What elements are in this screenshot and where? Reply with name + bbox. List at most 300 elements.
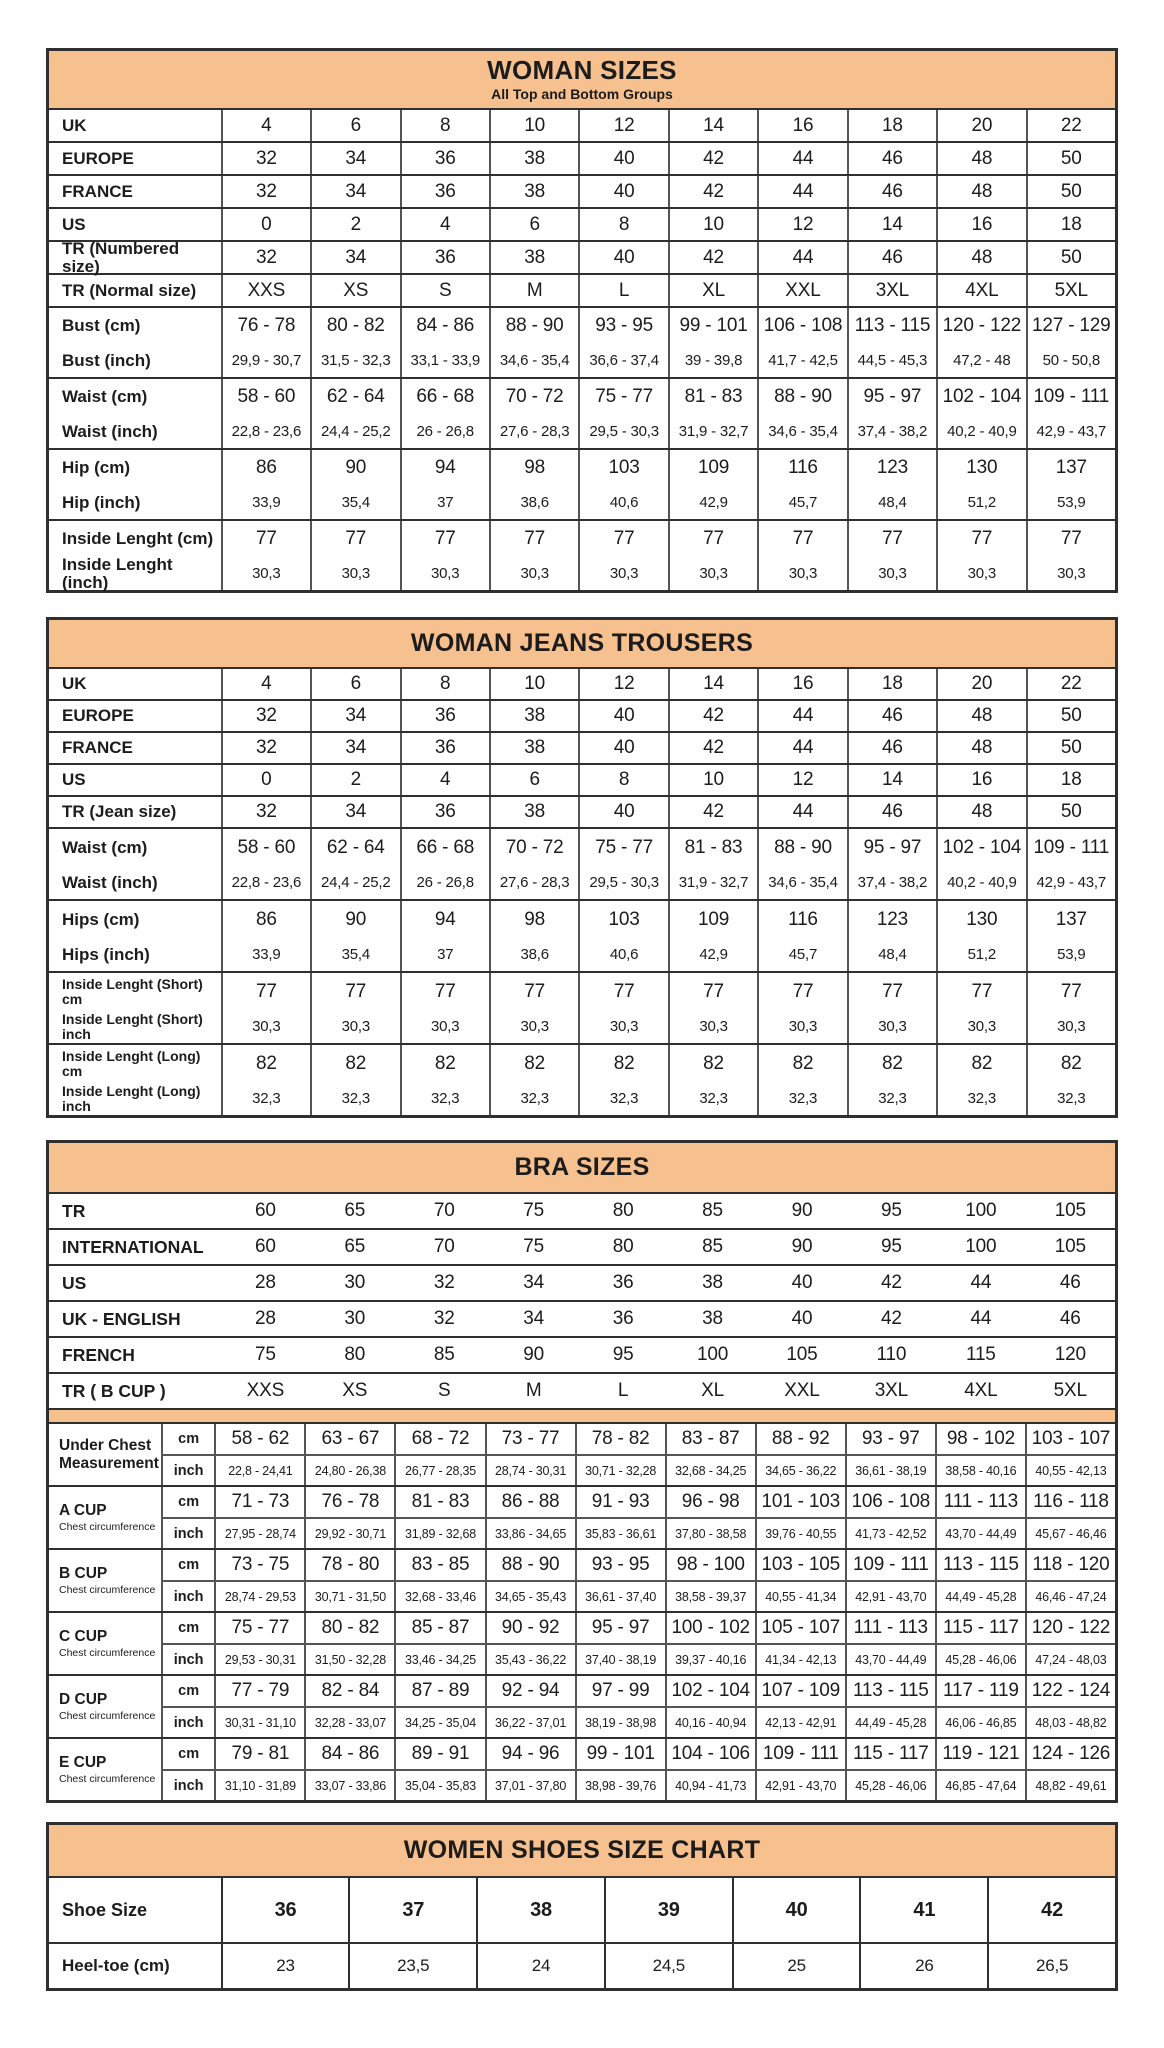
row-label: Waist (cm) — [62, 837, 148, 857]
value-cell: 4 — [221, 110, 310, 141]
value-cell: 115 - 117 — [935, 1613, 1025, 1643]
measure-rows — [161, 1676, 1115, 1737]
value-cell: 36 — [400, 701, 489, 731]
value-cell: 12 — [757, 209, 846, 240]
value-cell: 88 - 90 — [757, 379, 846, 415]
value-cell: 34,65 - 35,43 — [485, 1582, 575, 1611]
unit-label: inch — [161, 1771, 214, 1800]
value-cell: 106 - 108 — [757, 308, 846, 344]
value-cell: 37 — [400, 938, 489, 971]
value-cell: 14 — [668, 669, 757, 699]
size-row — [49, 973, 1115, 1010]
value-cell: 20 — [936, 110, 1025, 141]
value-cell: 86 - 88 — [485, 1487, 575, 1517]
value-cell: 123 — [847, 901, 936, 938]
size-row — [49, 901, 1115, 938]
value-cell: 88 - 90 — [485, 1550, 575, 1580]
value-cell: 94 - 96 — [485, 1739, 575, 1769]
value-cell: 75 - 77 — [578, 829, 667, 866]
value-cell: 103 — [578, 901, 667, 938]
value-cell: 100 — [965, 1200, 997, 1221]
value-cell: 53,9 — [1026, 938, 1115, 971]
value-cell: 46 — [847, 143, 936, 174]
value-cell: 46 — [847, 176, 936, 207]
unit-label: cm — [161, 1739, 214, 1769]
value-cell: 77 — [400, 973, 489, 1010]
size-row — [49, 344, 1115, 377]
row-label: UK — [62, 674, 87, 694]
value-cell: 102 - 104 — [936, 829, 1025, 866]
unit-label: inch — [161, 1645, 214, 1674]
value-cell: 14 — [847, 765, 936, 795]
value-cell: 31,9 - 32,7 — [668, 415, 757, 448]
measure-label — [49, 1739, 161, 1800]
size-row — [49, 450, 1115, 486]
value-cell: 96 - 98 — [665, 1487, 755, 1517]
row-group — [49, 377, 1115, 448]
woman-sizes-title: WOMAN SIZES — [487, 54, 677, 85]
value-cell: 32,68 - 33,46 — [394, 1582, 484, 1611]
value-cell: 36 — [612, 1308, 634, 1329]
unit-label: cm — [161, 1487, 214, 1517]
value-cell: 65 — [344, 1236, 366, 1257]
size-row — [49, 1374, 1115, 1408]
value-cell: 5XL — [1026, 275, 1115, 306]
value-cell: 73 - 77 — [485, 1424, 575, 1454]
value-cell: 77 — [578, 973, 667, 1010]
value-cell: 39 - 39,8 — [668, 344, 757, 377]
value-cell: 130 — [936, 450, 1025, 486]
value-cell: 26 - 26,8 — [400, 866, 489, 899]
row-label: US — [62, 770, 86, 790]
measure-row — [161, 1739, 1115, 1769]
value-cell: 113 - 115 — [935, 1550, 1025, 1580]
value-cell: 2 — [310, 765, 399, 795]
size-row — [49, 938, 1115, 971]
value-cell: 85 — [702, 1200, 723, 1221]
value-cell: 85 — [433, 1344, 455, 1365]
value-cell: 44 — [970, 1272, 992, 1293]
size-row — [49, 1878, 1115, 1942]
value-cell: 82 — [757, 1045, 846, 1082]
value-cell: 88 - 90 — [489, 308, 578, 344]
value-cell: 34 — [310, 797, 399, 827]
value-cell: 77 — [221, 521, 310, 557]
row-group — [49, 1264, 1115, 1300]
value-cell: 109 - 111 — [1026, 829, 1115, 866]
value-cell: 77 — [578, 521, 667, 557]
measure-label-subtitle: Chest circumference — [59, 1646, 156, 1659]
value-cell: 38 — [476, 1878, 604, 1942]
value-cell: 40,16 - 40,94 — [665, 1708, 755, 1737]
value-cell: 40 — [732, 1878, 860, 1942]
value-cell: 41,73 - 42,52 — [845, 1519, 935, 1548]
value-cell: 35,83 - 36,61 — [575, 1519, 665, 1548]
value-cell: 32,68 - 34,25 — [665, 1456, 755, 1485]
value-cell: 100 — [696, 1344, 729, 1365]
value-cell: 77 - 79 — [214, 1676, 304, 1706]
value-cell: 38 — [489, 176, 578, 207]
value-cell: 95 - 97 — [575, 1613, 665, 1643]
value-cell: 44 — [757, 143, 846, 174]
value-cell: 75 — [523, 1236, 545, 1257]
bra-band-sizes-rows — [49, 1194, 1115, 1408]
value-cell: 80 - 82 — [310, 308, 399, 344]
value-cell: 46,06 - 46,85 — [935, 1708, 1025, 1737]
value-cell: 32 — [221, 176, 310, 207]
value-cell: 79 - 81 — [214, 1739, 304, 1769]
value-cell: 36,6 - 37,4 — [578, 344, 667, 377]
woman-sizes-table — [46, 48, 1118, 593]
row-label: FRANCE — [62, 738, 133, 758]
value-cell: 42 — [668, 143, 757, 174]
value-cell: 36 — [400, 143, 489, 174]
value-cell: 28 — [254, 1272, 276, 1293]
value-cell: 42 — [987, 1878, 1115, 1942]
value-cell: 22 — [1026, 110, 1115, 141]
bra-cup-measurements — [49, 1424, 1115, 1800]
value-cell: 48,03 - 48,82 — [1025, 1708, 1115, 1737]
row-label: Bust (cm) — [62, 316, 141, 336]
value-cell: 50 — [1026, 176, 1115, 207]
value-cell: 38 — [702, 1272, 723, 1293]
value-cell: 40,94 - 41,73 — [665, 1771, 755, 1800]
value-cell: 32 — [221, 733, 310, 763]
row-label: Inside Lenght (Long) inch — [62, 1082, 201, 1114]
measure-group — [49, 1611, 1115, 1674]
row-group — [49, 141, 1115, 174]
value-cell: 30,3 — [489, 1010, 578, 1043]
value-cell: 130 — [936, 901, 1025, 938]
value-cell: 120 — [1054, 1344, 1086, 1365]
value-cell: 82 — [936, 1045, 1025, 1082]
value-cell: 18 — [847, 110, 936, 141]
value-cell: 51,2 — [936, 486, 1025, 519]
value-cell: 32,3 — [936, 1082, 1025, 1115]
value-cell: XS — [310, 275, 399, 306]
value-cell: 98 — [489, 901, 578, 938]
value-cell: 46 — [1059, 1308, 1081, 1329]
value-cell: XXS — [221, 275, 310, 306]
measure-row — [161, 1643, 1115, 1674]
value-cell: 26 — [859, 1944, 987, 1988]
value-cell: 38 — [702, 1308, 723, 1329]
value-cell: 38 — [489, 143, 578, 174]
value-cell: 101 - 103 — [755, 1487, 845, 1517]
value-cell: 77 — [936, 521, 1025, 557]
value-cell: 42 — [668, 733, 757, 763]
value-cell: 42 — [881, 1272, 902, 1293]
row-group — [49, 795, 1115, 827]
value-cell: 42,9 — [668, 938, 757, 971]
measure-row — [161, 1550, 1115, 1580]
value-cell: 44 — [757, 733, 846, 763]
value-cell: 137 — [1026, 450, 1115, 486]
value-cell: 22 — [1026, 669, 1115, 699]
value-cell: 30,3 — [936, 1010, 1025, 1043]
value-cell: 82 — [221, 1045, 310, 1082]
value-cell: 4 — [221, 669, 310, 699]
value-cell: 24 — [476, 1944, 604, 1988]
measure-label-title: Under Chest Measurement — [59, 1436, 159, 1472]
value-cell: 38,58 - 40,16 — [935, 1456, 1025, 1485]
value-cell: 94 — [400, 901, 489, 938]
woman-sizes-header — [49, 51, 1115, 110]
value-cell: 20 — [936, 669, 1025, 699]
row-label: UK — [62, 115, 87, 135]
value-cell: 81 - 83 — [668, 829, 757, 866]
value-cell: 4XL — [936, 275, 1025, 306]
value-cell: 40 — [791, 1308, 813, 1329]
value-cell: 16 — [936, 765, 1025, 795]
measure-label-title: D CUP — [59, 1691, 108, 1709]
value-cell: 77 — [1026, 521, 1115, 557]
value-cell: 34 — [310, 242, 399, 273]
value-cell: 75 — [523, 1200, 545, 1221]
value-cell: 78 - 80 — [304, 1550, 394, 1580]
value-cell: 40,2 - 40,9 — [936, 866, 1025, 899]
value-cell: 18 — [847, 669, 936, 699]
value-cell: 50 — [1026, 242, 1115, 273]
value-cell: 48 — [936, 143, 1025, 174]
value-cell: 62 - 64 — [310, 829, 399, 866]
measure-row — [161, 1424, 1115, 1454]
value-cell: 77 — [668, 521, 757, 557]
value-cell: L — [578, 275, 667, 306]
value-cell: 85 — [702, 1236, 723, 1257]
value-cell: 41 — [859, 1878, 987, 1942]
size-row — [49, 1230, 1115, 1264]
measure-group — [49, 1485, 1115, 1548]
value-cell: 48 — [936, 733, 1025, 763]
row-label: Heel-toe (cm) — [62, 1956, 170, 1976]
measure-rows — [161, 1550, 1115, 1611]
size-row — [49, 669, 1115, 699]
measure-label-title: A CUP — [59, 1502, 107, 1520]
measure-rows — [161, 1424, 1115, 1485]
value-cell: 81 - 83 — [394, 1487, 484, 1517]
size-row — [49, 866, 1115, 899]
value-cell: 50 — [1026, 701, 1115, 731]
measure-rows — [161, 1613, 1115, 1674]
value-cell: 30,3 — [936, 557, 1025, 590]
value-cell: 86 — [221, 450, 310, 486]
value-cell: 105 — [1054, 1200, 1086, 1221]
value-cell: 28,74 - 30,31 — [485, 1456, 575, 1485]
value-cell: 12 — [578, 669, 667, 699]
value-cell: 35,04 - 35,83 — [394, 1771, 484, 1800]
measure-row — [161, 1706, 1115, 1737]
value-cell: 29,5 - 30,3 — [578, 866, 667, 899]
value-cell: 10 — [489, 669, 578, 699]
value-cell: 48 — [936, 176, 1025, 207]
value-cell: 82 — [1026, 1045, 1115, 1082]
value-cell: 40,2 - 40,9 — [936, 415, 1025, 448]
value-cell: 4 — [400, 765, 489, 795]
value-cell: 78 - 82 — [575, 1424, 665, 1454]
value-cell: 46,46 - 47,24 — [1025, 1582, 1115, 1611]
value-cell: 22,8 - 23,6 — [221, 866, 310, 899]
measure-row — [161, 1580, 1115, 1611]
value-cell: 32,3 — [668, 1082, 757, 1115]
value-cell: 29,9 - 30,7 — [221, 344, 310, 377]
value-cell: L — [617, 1380, 629, 1401]
value-cell: 81 - 83 — [668, 379, 757, 415]
value-cell: 44 — [970, 1308, 992, 1329]
row-group — [49, 827, 1115, 899]
value-cell: 32,3 — [847, 1082, 936, 1115]
value-cell: 30,71 - 32,28 — [575, 1456, 665, 1485]
value-cell: 40,6 — [578, 486, 667, 519]
row-label: Hip (cm) — [62, 458, 130, 478]
value-cell: 75 - 77 — [578, 379, 667, 415]
value-cell: S — [437, 1380, 451, 1401]
value-cell: 10 — [489, 110, 578, 141]
value-cell: 46 — [1059, 1272, 1081, 1293]
value-cell: XS — [342, 1380, 368, 1401]
row-label: UK - ENGLISH — [62, 1308, 181, 1329]
value-cell: 32,3 — [310, 1082, 399, 1115]
value-cell: 92 - 94 — [485, 1676, 575, 1706]
value-cell: 34,6 - 35,4 — [757, 866, 846, 899]
value-cell: 68 - 72 — [394, 1424, 484, 1454]
value-cell: 40 — [578, 733, 667, 763]
value-cell: 34 — [523, 1308, 545, 1329]
row-group — [49, 1300, 1115, 1336]
value-cell: 10 — [668, 209, 757, 240]
bra-table-divider — [49, 1408, 1115, 1424]
row-group — [49, 1942, 1115, 1988]
value-cell: 25 — [732, 1944, 860, 1988]
value-cell: 18 — [1026, 765, 1115, 795]
value-cell: 90 — [523, 1344, 545, 1365]
value-cell: 16 — [757, 110, 846, 141]
value-cell: 89 - 91 — [394, 1739, 484, 1769]
value-cell: 116 — [757, 901, 846, 938]
value-cell: 6 — [489, 209, 578, 240]
row-label: TR ( B CUP ) — [62, 1380, 166, 1401]
value-cell: 90 — [791, 1200, 813, 1221]
value-cell: 43,70 - 44,49 — [935, 1519, 1025, 1548]
row-label: TR (Jean size) — [62, 802, 177, 822]
value-cell: 105 — [786, 1344, 818, 1365]
measure-row — [161, 1487, 1115, 1517]
value-cell: 22,8 - 24,41 — [214, 1456, 304, 1485]
value-cell: 36 — [400, 176, 489, 207]
value-cell: 115 — [965, 1344, 996, 1365]
value-cell: 37 — [348, 1878, 476, 1942]
value-cell: 42,9 — [668, 486, 757, 519]
size-row — [49, 829, 1115, 866]
value-cell: 37,4 - 38,2 — [847, 415, 936, 448]
value-cell: 102 - 104 — [665, 1676, 755, 1706]
value-cell: 84 - 86 — [400, 308, 489, 344]
row-label: Inside Lenght (Long) cm — [62, 1047, 201, 1079]
value-cell: 102 - 104 — [936, 379, 1025, 415]
value-cell: 82 — [400, 1045, 489, 1082]
value-cell: 31,5 - 32,3 — [310, 344, 399, 377]
value-cell: 46 — [847, 797, 936, 827]
row-group — [49, 1878, 1115, 1942]
value-cell: 77 — [757, 973, 846, 1010]
measure-label — [49, 1487, 161, 1548]
measure-rows — [161, 1739, 1115, 1800]
value-cell: 27,6 - 28,3 — [489, 415, 578, 448]
value-cell: 36 — [221, 1878, 349, 1942]
size-row — [49, 733, 1115, 763]
value-cell: 34,25 - 35,04 — [394, 1708, 484, 1737]
value-cell: 38 — [489, 797, 578, 827]
value-cell: 32 — [221, 701, 310, 731]
shoes-size-table — [46, 1822, 1118, 1991]
value-cell: 82 — [489, 1045, 578, 1082]
value-cell: 5XL — [1053, 1380, 1087, 1401]
unit-label: cm — [161, 1550, 214, 1580]
row-label: Hips (cm) — [62, 909, 140, 929]
value-cell: 33,46 - 34,25 — [394, 1645, 484, 1674]
row-label: Inside Lenght (Short) inch — [62, 1010, 203, 1042]
value-cell: 88 - 92 — [755, 1424, 845, 1454]
value-cell: 8 — [400, 669, 489, 699]
size-row — [49, 1944, 1115, 1988]
value-cell: 84 - 86 — [304, 1739, 394, 1769]
value-cell: 30,3 — [489, 557, 578, 590]
value-cell: 38,98 - 39,76 — [575, 1771, 665, 1800]
value-cell: 124 - 126 — [1025, 1739, 1115, 1769]
row-label: INTERNATIONAL — [62, 1236, 204, 1257]
row-group — [49, 174, 1115, 207]
value-cell: 109 - 111 — [1026, 379, 1115, 415]
value-cell: 42 — [668, 701, 757, 731]
value-cell: 30,3 — [221, 557, 310, 590]
value-cell: 53,9 — [1026, 486, 1115, 519]
value-cell: M — [525, 1380, 542, 1401]
value-cell: 34 — [310, 143, 399, 174]
value-cell: 95 - 97 — [847, 379, 936, 415]
size-row — [49, 1266, 1115, 1300]
size-row — [49, 110, 1115, 141]
value-cell: 60 — [254, 1236, 276, 1257]
size-row — [49, 701, 1115, 731]
value-cell: 51,2 — [936, 938, 1025, 971]
row-label: Inside Lenght (Short) cm — [62, 975, 203, 1007]
value-cell: S — [400, 275, 489, 306]
value-cell: 34 — [310, 176, 399, 207]
value-cell: 122 - 124 — [1025, 1676, 1115, 1706]
value-cell: 65 — [344, 1200, 366, 1221]
value-cell: 41,7 - 42,5 — [757, 344, 846, 377]
value-cell: 16 — [757, 669, 846, 699]
value-cell: 36 — [612, 1272, 634, 1293]
measure-label-subtitle: Chest circumference — [59, 1520, 156, 1533]
value-cell: 95 — [881, 1236, 902, 1257]
size-row — [49, 1338, 1115, 1372]
value-cell: 50 — [1026, 733, 1115, 763]
value-cell: 39,37 - 40,16 — [665, 1645, 755, 1674]
value-cell: 90 - 92 — [485, 1613, 575, 1643]
value-cell: XXS — [246, 1380, 285, 1401]
value-cell: 30,3 — [578, 557, 667, 590]
row-label: Waist (cm) — [62, 387, 148, 407]
value-cell: 48,4 — [847, 938, 936, 971]
value-cell: 82 - 84 — [304, 1676, 394, 1706]
value-cell: 76 - 78 — [304, 1487, 394, 1517]
measure-group — [49, 1737, 1115, 1800]
value-cell: 40,55 - 41,34 — [755, 1582, 845, 1611]
row-group — [49, 763, 1115, 795]
value-cell: 113 - 115 — [845, 1676, 935, 1706]
value-cell: 58 - 60 — [221, 379, 310, 415]
